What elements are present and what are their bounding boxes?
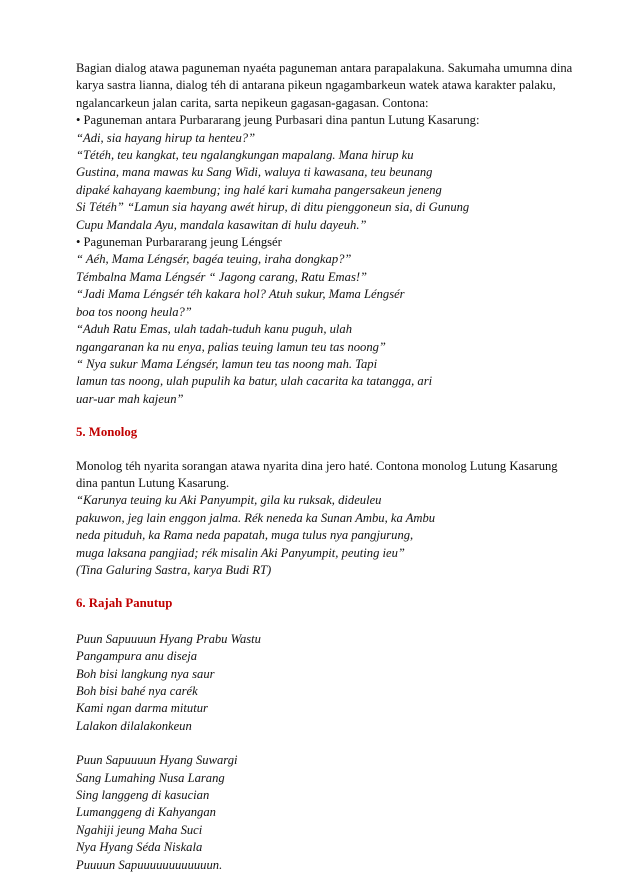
- dialog-line: uar-uar mah kajeun”: [76, 391, 184, 406]
- rajah-stanza-2: [76, 752, 578, 874]
- poem-line: Puun Sapuuuun Hyang Prabu Wastu: [76, 631, 261, 646]
- dialog-example-1: [76, 112, 578, 234]
- dialog-line: “ Aéh, Mama Léngsér, bagéa teuing, iraha dongkap?”: [76, 252, 352, 267]
- poem-line: Sing langgeng di kasucian: [76, 788, 210, 803]
- section-heading-rajah-panutup: 6. Rajah Panutup: [76, 596, 173, 611]
- dialog-line: Si Tétéh” “Lamun sia hayang awét hirup, di ditu pienggoneun sia, di Gunung: [76, 200, 470, 215]
- poem-line: Puun Sapuuuun Hyang Suwargi: [76, 753, 238, 768]
- monolog-line: neda pituduh, ka Rama neda papatah, muga tulus nya pangjurung,: [76, 528, 414, 543]
- poem-line: Boh bisi bahé nya carék: [76, 684, 198, 698]
- dialog-line: Cupu Mandala Ayu, mandala kasawitan di hulu dayeuh.”: [76, 217, 367, 232]
- monolog-intro-paragraph: [76, 458, 578, 493]
- dialog-line: lamun tas noong, ulah pupulih ka batur, ulah cacarita ka tatangga, ari: [76, 374, 433, 389]
- section-heading-monolog: 5. Monolog: [76, 425, 138, 440]
- dialog-line: “ Nya sukur Mama Léngsér, lamun teu tas noong mah. Tapi: [76, 356, 378, 371]
- poem-line: Nya Hyang Séda Niskala: [76, 840, 203, 855]
- monolog-example: [76, 492, 578, 579]
- monolog-source: (Tina Galuring Sastra, karya Budi RT): [76, 562, 272, 577]
- monolog-line: “Karunya teuing ku Aki Panyumpit, gila ku ruksak, dideuleu: [76, 493, 382, 508]
- dialog-line: boa tos noong heula?”: [76, 304, 192, 319]
- poem-line: Boh bisi langkung nya saur: [76, 666, 215, 681]
- monolog-line: pakuwon, jeg lain enggon jalma. Rék neneda ka Sunan Ambu, ka Ambu: [76, 510, 436, 525]
- bullet-item: • Paguneman Purbararang jeung Léngsér: [76, 235, 282, 250]
- bullet-item: • Paguneman antara Purbararang jeung Purbasari dina pantun Lutung Kasarung:: [76, 113, 480, 128]
- poem-line: Ngahiji jeung Maha Suci: [76, 822, 203, 837]
- text-line: ngalancarkeun jalan carita, sarta nepikeun gagasan-gagasan. Contona:: [76, 95, 429, 110]
- dialog-line: Gustina, mana mawas ku Sang Widi, waluya ti kawasana, teu beunang: [76, 165, 433, 180]
- poem-line: Kami ngan darma mitutur: [76, 701, 208, 716]
- monolog-line: muga laksana pangjiad; rék misalin Aki Panyumpit, peuting ieu”: [76, 545, 405, 560]
- dialog-line: Témbalna Mama Léngsér “ Jagong carang, Ratu Emas!”: [76, 269, 368, 284]
- dialog-line: ngangaranan ka nu enya, palias teuing lamun teu tas noong”: [76, 339, 386, 354]
- text-line: Monolog téh nyarita sorangan atawa nyarita dina jero haté. Contona monolog Lutung Kasarung: [76, 458, 558, 473]
- dialog-line: “Tétéh, teu kangkat, teu ngalangkungan mapalang. Mana hirup ku: [76, 148, 414, 163]
- text-line: karya sastra lianna, dialog téh di antarana pikeun ngagambarkeun watek atawa karakter palaku,: [76, 78, 556, 93]
- text-line: dina pantun Lutung Kasarung.: [76, 475, 230, 490]
- dialog-line: “Aduh Ratu Emas, ulah tadah-tuduh kanu puguh, ulah: [76, 322, 353, 337]
- poem-line: Lalakon dilalakonkeun: [76, 718, 192, 733]
- poem-line: Puuuun Sapuuuuuuuuuuuun.: [76, 857, 223, 872]
- dialog-line: “Jadi Mama Léngsér téh kakara hol? Atuh sukur, Mama Léngsér: [76, 287, 405, 302]
- text-line: Bagian dialog atawa paguneman nyaéta paguneman antara parapalakuna. Sakumaha umumna dina: [76, 61, 573, 75]
- dialog-line: “Adi, sia hayang hirup ta henteu?”: [76, 130, 256, 145]
- dialog-example-2: [76, 234, 578, 408]
- dialog-line: dipaké kahayang kaembung; ing halé kari kumaha pangersakeun jeneng: [76, 182, 442, 197]
- dialog-intro-paragraph: [76, 60, 578, 112]
- poem-line: Sang Lumahing Nusa Larang: [76, 770, 225, 785]
- rajah-stanza-1: [76, 631, 578, 735]
- poem-line: Lumanggeng di Kahyangan: [76, 805, 216, 820]
- poem-line: Pangampura anu diseja: [76, 649, 198, 664]
